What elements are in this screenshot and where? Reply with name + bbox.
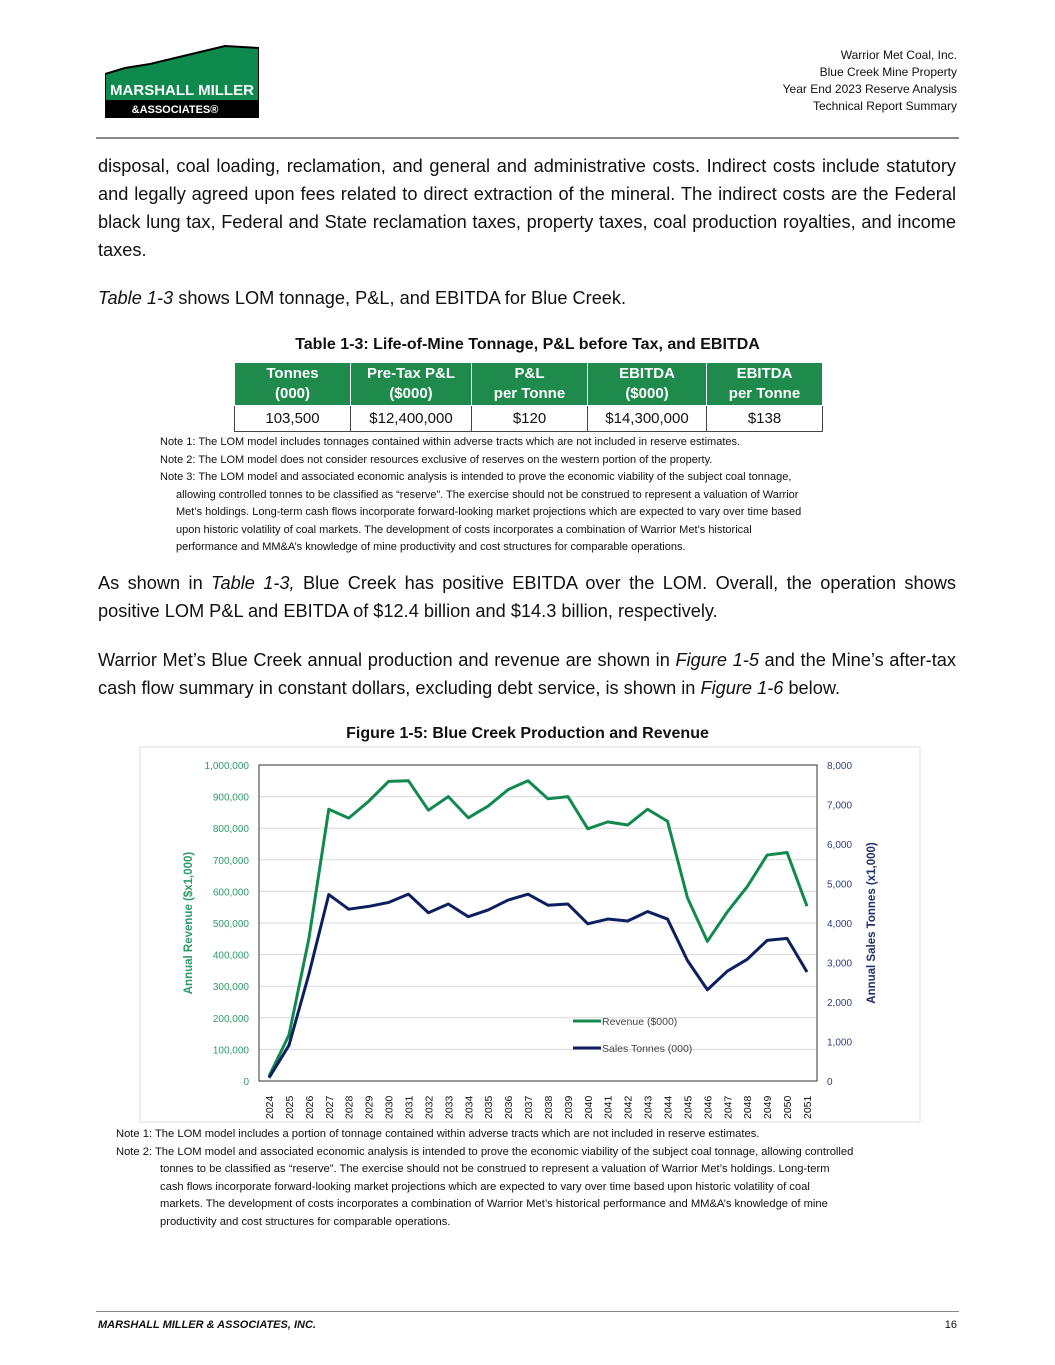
y-tick-label: 800,000 (212, 824, 249, 836)
cell: $14,300,000 (588, 406, 707, 432)
table-header-row (235, 363, 823, 406)
col-header: P&L per Tonne (472, 363, 588, 406)
x-tick-label: 2035 (483, 1095, 496, 1119)
y-tick-label: 100,000 (212, 1045, 249, 1057)
note: cash flows incorporate forward-looking market projections which are expected to vary over time based upon historic volatility of coal (160, 1180, 810, 1193)
x-tick-label: 2033 (443, 1095, 456, 1119)
x-tick-label: 2050 (782, 1095, 795, 1119)
note: Note 1: The LOM model includes tonnages contained within adverse tracts which are not included in reserve estimates. (160, 436, 741, 448)
y-tick-label: 400,000 (212, 950, 249, 962)
y2-tick-label: 0 (827, 1077, 833, 1088)
y2-tick-label: 5,000 (827, 879, 853, 891)
paragraph: disposal, coal loading, reclamation, and general and administrative costs. Indirect costs include statutory and legally agreed upon fees related to direct extraction of the mineral. The indirect costs are the Federal black lung tax, Federal and State reclamation taxes, property taxes, coal production royalties, and income taxes. (98, 156, 956, 260)
x-tick-label: 2045 (682, 1095, 695, 1119)
table-row (235, 406, 823, 432)
page-number: 16 (944, 1319, 957, 1331)
col-header: Pre-Tax P&L ($000) (351, 363, 472, 406)
y-tick-label: 1,000,000 (204, 761, 249, 772)
y2-tick-label: 2,000 (827, 998, 853, 1009)
legend-label: Revenue ($000) (602, 1016, 678, 1028)
y2-tick-label: 4,000 (827, 919, 853, 930)
x-tick-label: 2029 (363, 1095, 376, 1119)
y-tick-label: 0 (243, 1077, 249, 1088)
paragraph (98, 284, 956, 312)
x-tick-label: 2026 (303, 1095, 316, 1119)
footer-company: MARSHALL MILLER & ASSOCIATES, INC. (98, 1319, 316, 1331)
x-tick-label: 2041 (602, 1095, 615, 1119)
note: performance and MM&A’s knowledge of mine productivity and cost structures for comparable operations. (176, 541, 686, 553)
company-logo (105, 44, 259, 118)
note: Note 3: The LOM model and associated economic analysis is intended to prove the economic viability of the subject coal tonnage, (160, 471, 792, 483)
x-tick-label: 2028 (343, 1095, 356, 1119)
header-line: Warrior Met Coal, Inc. (840, 48, 957, 62)
note: Note 1: The LOM model includes a portion of tonnage contained within adverse tracts which are not included in reserve estimates. (116, 1128, 760, 1140)
y2-tick-label: 8,000 (827, 761, 853, 772)
table-caption: Table 1-3: Life-of-Mine Tonnage, P&L before Tax, and EBITDA (295, 336, 760, 353)
note: Met’s holdings. Long-term cash flows incorporate forward-looking market projections which are expected to vary over time based (176, 506, 802, 518)
x-tick-label: 2025 (283, 1095, 296, 1119)
x-tick-label: 2048 (742, 1095, 755, 1119)
x-tick-label: 2031 (403, 1095, 416, 1119)
y2-tick-label: 3,000 (827, 958, 853, 970)
x-tick-label: 2047 (722, 1095, 735, 1119)
x-tick-label: 2049 (762, 1095, 775, 1119)
note: Note 2: The LOM model does not consider resources exclusive of reserves on the western portion of the property. (160, 453, 713, 466)
note: markets. The development of costs incorporates a combination of Warrior Met’s historical performance and MM&A’s knowledge of mine (160, 1198, 828, 1210)
cell: $138 (707, 406, 823, 432)
x-tick-label: 2024 (264, 1095, 276, 1119)
paragraph: As shown in Table 1-3, Blue Creek has positive EBITDA over the LOM. Overall, the operation shows positive LOM P&L and EBITDA of $12.4 billion and $14.3 billion, respectively. (98, 573, 956, 621)
x-tick-label: 2043 (642, 1095, 655, 1119)
y-axis-label: Annual Revenue ($x1,000) (183, 851, 195, 995)
note: upon historic volatility of coal markets. The development of costs incorporates a combination of Warrior Met’s historical (176, 523, 752, 536)
header-line: Technical Report Summary (812, 99, 957, 113)
note: productivity and cost structures for comparable operations. (160, 1215, 451, 1228)
footer-divider (96, 1311, 959, 1312)
x-tick-label: 2036 (503, 1095, 516, 1119)
chart-border (140, 747, 920, 1122)
text: shows LOM tonnage, P&L, and EBITDA for Blue Creek. (173, 288, 627, 308)
y-tick-label: 200,000 (212, 1013, 249, 1025)
y2-axis-label: Annual Sales Tonnes (x1,000) (866, 842, 878, 1004)
table-ref: Table 1-3 (98, 288, 174, 308)
x-tick-label: 2038 (542, 1095, 555, 1119)
header-line: Blue Creek Mine Property (819, 65, 957, 79)
x-tick-label: 2040 (582, 1095, 595, 1119)
x-tick-label: 2042 (622, 1095, 635, 1119)
series-line-revenue (269, 781, 807, 1076)
svg-text:&ASSOCIATES®: &ASSOCIATES® (131, 104, 219, 116)
x-tick-label: 2051 (802, 1095, 814, 1119)
figure-notes (116, 1126, 853, 1231)
col-header: EBITDA ($000) (588, 363, 707, 406)
lom-table (234, 362, 823, 432)
legend-label: Sales Tonnes (000) (602, 1043, 693, 1055)
cell: 103,500 (235, 406, 351, 432)
header-divider (96, 137, 959, 139)
x-tick-label: 2044 (662, 1095, 675, 1119)
svg-text:MARSHALL MILLER: MARSHALL MILLER (110, 82, 254, 99)
y2-tick-label: 6,000 (827, 840, 853, 851)
note: Note 2: The LOM model and associated economic analysis is intended to prove the economic viability of the subject coal tonnage, allowing controlled (116, 1145, 854, 1158)
y-tick-label: 900,000 (212, 792, 249, 804)
y2-tick-label: 1,000 (827, 1037, 853, 1049)
x-tick-label: 2039 (562, 1095, 575, 1119)
production-revenue-chart (0, 745, 1055, 1125)
figure-caption: Figure 1-5: Blue Creek Production and Revenue (346, 725, 709, 742)
note: allowing controlled tonnes to be classified as “reserve”. The exercise should not be construed to represent a valuation of Warrior (176, 488, 799, 501)
y-tick-label: 700,000 (212, 855, 249, 867)
paragraph: Warrior Met’s Blue Creek annual production and revenue are shown in Figure 1-5 and the Mine’s after-tax cash flow summary in constant dollars, excluding debt service, is shown in Figure 1-6 below. (98, 650, 956, 698)
y-tick-label: 600,000 (212, 887, 249, 899)
note: tonnes to be classified as “reserve”. The exercise should not be construed to represent a valuation of Warrior Met’s holdings. Long-term (160, 1163, 830, 1175)
x-tick-label: 2030 (383, 1095, 396, 1119)
col-header: Tonnes (000) (235, 363, 351, 406)
x-tick-label: 2027 (323, 1095, 336, 1119)
y-tick-label: 300,000 (212, 982, 249, 994)
cell: $120 (472, 406, 588, 432)
x-tick-label: 2046 (702, 1095, 715, 1119)
x-tick-label: 2037 (523, 1095, 536, 1119)
col-header: EBITDA per Tonne (707, 363, 823, 406)
header-info (783, 47, 957, 115)
cell: $12,400,000 (351, 406, 472, 432)
x-tick-label: 2034 (463, 1095, 476, 1119)
x-tick-label: 2032 (423, 1095, 436, 1119)
table-notes (160, 434, 801, 557)
y-tick-label: 500,000 (212, 919, 249, 930)
header-line: Year End 2023 Reserve Analysis (782, 82, 957, 96)
y2-tick-label: 7,000 (827, 800, 853, 812)
